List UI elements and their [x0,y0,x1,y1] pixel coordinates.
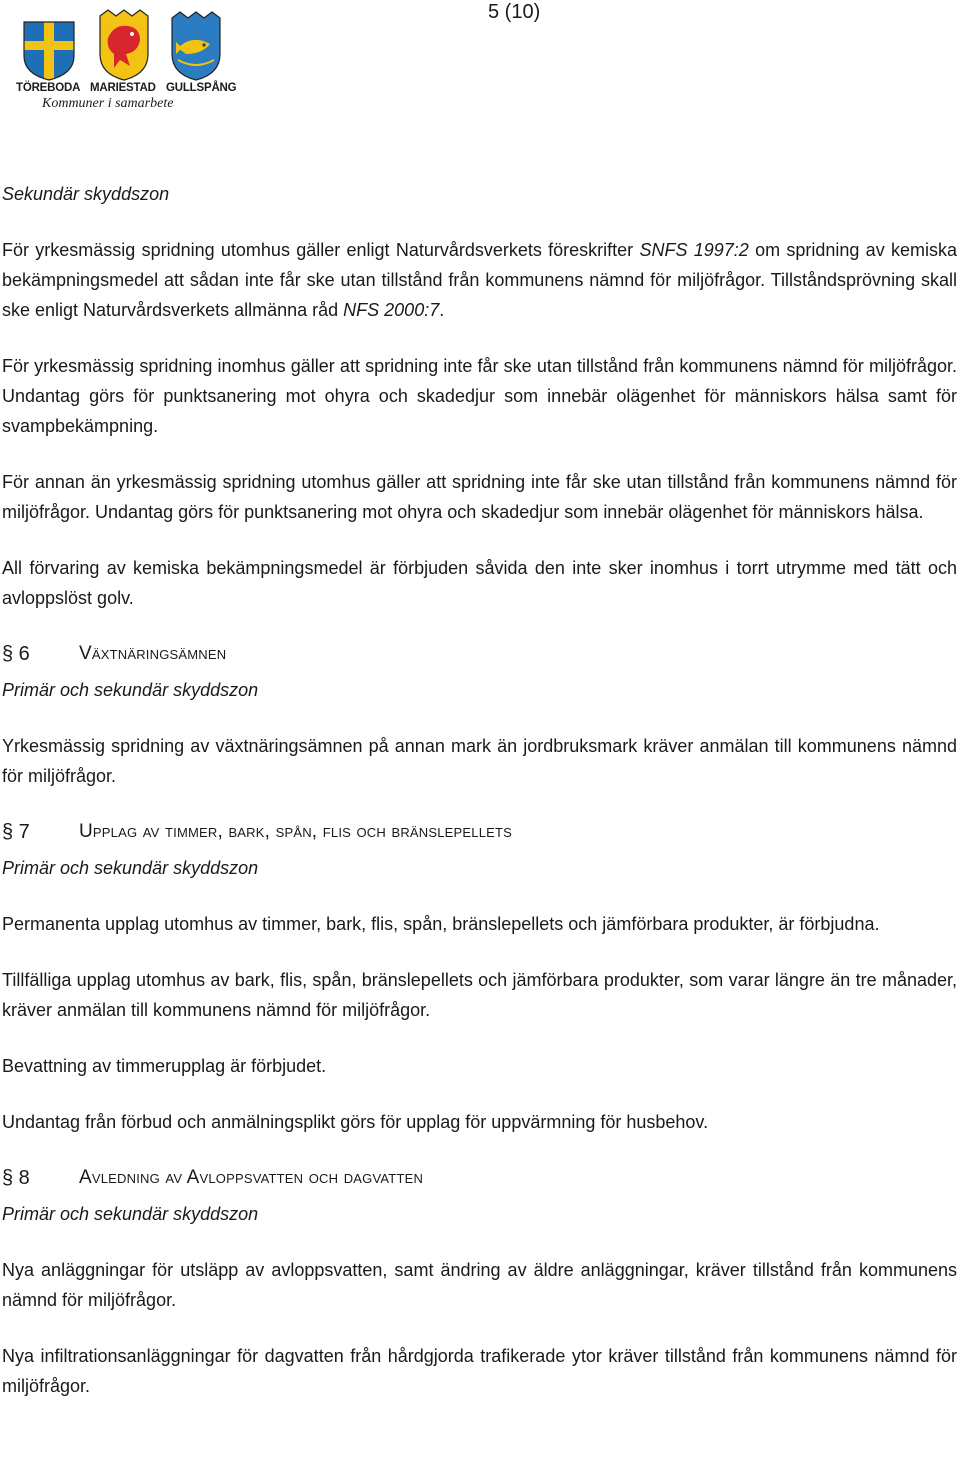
zone-heading: Primär och sekundär skyddszon [2,680,259,700]
document-body [2,179,957,1401]
page-number: 5 (10) [488,1,541,23]
section-heading-7 [2,817,957,847]
paragraph: Nya anläggningar för utsläpp av avloppsvatten, samt ändring av äldre anläggningar, kräver tillstånd från kommunens nämnd för miljöfrågor. [2,1260,957,1310]
toreboda-shield-icon [24,22,74,80]
section-heading-8 [2,1163,957,1193]
municipality-name: TÖREBODA [16,82,81,94]
paragraph: Nya infiltrationsanläggningar för dagvatten från hårdgjorda trafikerade ytor kräver tillstånd från kommunens nämnd för miljöfrågor. [2,1346,957,1396]
zone-heading: Primär och sekundär skyddszon [2,1204,259,1224]
municipality-logos [16,8,238,116]
section-number: § 7 [2,821,30,843]
logo-tagline: Kommuner i samarbete [42,96,174,111]
regulation-reference: SNFS 1997:2 [639,240,749,260]
municipality-names [16,82,238,96]
section-title: Upplag av timmer, bark, spån, flis och bränslepellets [79,821,513,842]
paragraph: Tillfälliga upplag utomhus av bark, flis, spån, bränslepellets och jämförbara produkter, som varar längre än tre månader, kräver anmälan till kommunens nämnd för miljöfrågor. [2,970,957,1020]
municipality-name: GULLSPÅNG [166,82,237,94]
regulation-reference: NFS 2000:7 [343,300,440,320]
section-heading-6 [2,639,957,669]
mariestad-shield-icon [100,10,148,80]
paragraph: Yrkesmässig spridning av växtnäringsämnen på annan mark än jordbruksmark kräver anmälan till kommunens nämnd för miljöfrågor. [2,736,957,786]
section-title: Växtnäringsämnen [79,643,227,664]
paragraph: För yrkesmässig spridning inomhus gäller att spridning inte får ske utan tillstånd från kommunens nämnd för miljöfrågor. Undantag görs för punktsanering mot ohyra och skadedjur som innebär olägenhet för människors hälsa samt för svampbekämpning. [2,356,957,436]
section-number: § 8 [2,1167,30,1189]
paragraph: För annan än yrkesmässig spridning utomhus gäller att spridning inte får ske utan tillstånd från kommunens nämnd för miljöfrågor. Undantag görs för punktsanering mot ohyra och skadedjur som innebär olägenhet för människors hälsa. [2,472,957,522]
gullspang-shield-icon [172,12,220,80]
paragraph: Undantag från förbud och anmälningsplikt görs för upplag för uppvärmning för husbehov. [2,1112,709,1132]
zone-heading: Primär och sekundär skyddszon [2,858,259,878]
zone-heading: Sekundär skyddszon [2,184,170,204]
paragraph: Permanenta upplag utomhus av timmer, bark, flis, spån, bränslepellets och jämförbara produkter, är förbjudna. [2,914,880,934]
coat-of-arms-logos [16,8,238,84]
paragraph: All förvaring av kemiska bekämpningsmedel är förbjuden såvida den inte sker inomhus i torrt utrymme med tätt och avloppslöst golv. [2,558,957,608]
municipality-name: MARIESTAD [90,82,156,94]
paragraph: Bevattning av timmerupplag är förbjudet. [2,1056,327,1076]
section-title: Avledning av Avloppsvatten och dagvatten [79,1167,424,1188]
section-number: § 6 [2,643,30,665]
paragraph: För yrkesmässig spridning utomhus gäller enligt Naturvårdsverkets föreskrifter SNFS 1997:2 om spridning av kemiska bekämpningsmedel att sådan inte får ske utan tillstånd från kommunens nämnd för miljöfrågor. Tillståndsprövning skall ske enligt Naturvårdsverkets allmänna råd NFS 2000:7. [2,240,957,320]
